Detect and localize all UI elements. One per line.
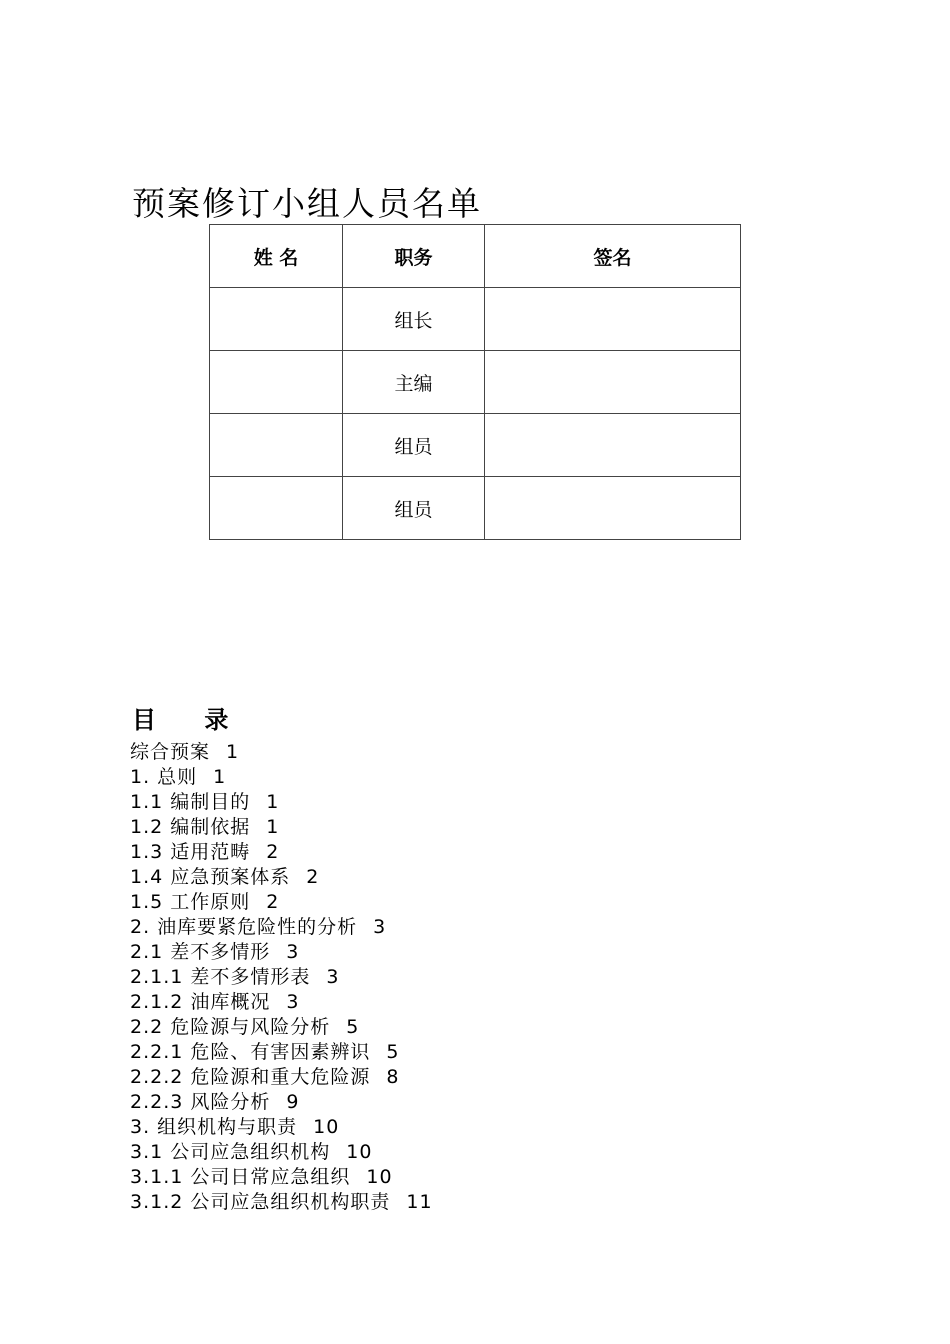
cell-role: 主编 xyxy=(343,351,485,414)
cell-signature xyxy=(485,351,741,414)
toc-entry-title: 1.1 编制目的 xyxy=(130,791,251,813)
toc-entry-title: 1. 总则 xyxy=(130,766,198,788)
table-row xyxy=(210,477,741,540)
cell-name xyxy=(210,288,343,351)
toc-entry-title: 1.2 编制依据 xyxy=(130,816,251,838)
toc-entry-title: 2.2.1 危险、有害因素辨识 xyxy=(130,1041,371,1063)
toc-entry-page: 1 xyxy=(226,741,240,763)
header-signature: 签名 xyxy=(485,225,741,288)
table-of-contents xyxy=(130,740,433,1215)
cell-role: 组长 xyxy=(343,288,485,351)
toc-entry-page: 5 xyxy=(346,1016,360,1038)
table-header-row xyxy=(210,225,741,288)
toc-entry-page: 3 xyxy=(286,991,300,1013)
toc-entry[interactable] xyxy=(130,1015,433,1040)
toc-entry[interactable] xyxy=(130,1065,433,1090)
toc-entry-title: 2.2.3 风险分析 xyxy=(130,1091,271,1113)
toc-entry-page: 5 xyxy=(386,1041,400,1063)
cell-role: 组员 xyxy=(343,414,485,477)
cell-name xyxy=(210,351,343,414)
toc-heading: 目 录 xyxy=(132,706,249,734)
toc-entry-page: 8 xyxy=(386,1066,400,1088)
toc-entry-title: 1.5 工作原则 xyxy=(130,891,251,913)
toc-entry[interactable] xyxy=(130,1090,433,1115)
table-row xyxy=(210,351,741,414)
toc-entry[interactable] xyxy=(130,1165,433,1190)
toc-entry[interactable] xyxy=(130,1190,433,1215)
toc-entry-title: 1.4 应急预案体系 xyxy=(130,866,291,888)
toc-entry-title: 3.1 公司应急组织机构 xyxy=(130,1141,331,1163)
toc-entry-page: 3 xyxy=(373,916,387,938)
toc-entry-page: 10 xyxy=(313,1116,340,1138)
cell-role: 组员 xyxy=(343,477,485,540)
toc-entry[interactable] xyxy=(130,815,433,840)
toc-entry[interactable] xyxy=(130,765,433,790)
toc-entry[interactable] xyxy=(130,740,433,765)
toc-entry[interactable] xyxy=(130,1140,433,1165)
table-row xyxy=(210,288,741,351)
toc-entry-title: 3. 组织机构与职责 xyxy=(130,1116,298,1138)
page-title: 预案修订小组人员名单 xyxy=(132,184,482,223)
toc-entry-title: 2. 油库要紧危险性的分析 xyxy=(130,916,358,938)
toc-entry-page: 11 xyxy=(406,1191,433,1213)
toc-entry-page: 2 xyxy=(266,841,280,863)
toc-entry-page: 3 xyxy=(326,966,340,988)
toc-entry-title: 2.2 危险源与风险分析 xyxy=(130,1016,331,1038)
table-row xyxy=(210,414,741,477)
toc-entry[interactable] xyxy=(130,865,433,890)
cell-signature xyxy=(485,288,741,351)
cell-signature xyxy=(485,477,741,540)
toc-entry[interactable] xyxy=(130,990,433,1015)
header-name: 姓 名 xyxy=(210,225,343,288)
cell-name xyxy=(210,477,343,540)
toc-entry-page: 1 xyxy=(266,791,280,813)
toc-entry[interactable] xyxy=(130,965,433,990)
toc-entry[interactable] xyxy=(130,790,433,815)
toc-entry-title: 2.1.2 油库概况 xyxy=(130,991,271,1013)
team-members-table xyxy=(209,224,741,540)
toc-entry-page: 2 xyxy=(306,866,320,888)
toc-entry-title: 3.1.1 公司日常应急组织 xyxy=(130,1166,351,1188)
toc-entry[interactable] xyxy=(130,840,433,865)
toc-entry-title: 3.1.2 公司应急组织机构职责 xyxy=(130,1191,391,1213)
cell-name xyxy=(210,414,343,477)
toc-entry[interactable] xyxy=(130,1040,433,1065)
toc-entry-page: 1 xyxy=(213,766,227,788)
toc-entry[interactable] xyxy=(130,915,433,940)
toc-entry-title: 2.2.2 危险源和重大危险源 xyxy=(130,1066,371,1088)
toc-entry[interactable] xyxy=(130,1115,433,1140)
toc-entry[interactable] xyxy=(130,940,433,965)
cell-signature xyxy=(485,414,741,477)
toc-entry-page: 10 xyxy=(366,1166,393,1188)
toc-entry-title: 2.1 差不多情形 xyxy=(130,941,271,963)
toc-entry[interactable] xyxy=(130,890,433,915)
toc-entry-page: 1 xyxy=(266,816,280,838)
toc-entry-page: 2 xyxy=(266,891,280,913)
toc-entry-title: 2.1.1 差不多情形表 xyxy=(130,966,311,988)
header-role: 职务 xyxy=(343,225,485,288)
toc-entry-page: 3 xyxy=(286,941,300,963)
toc-entry-page: 10 xyxy=(346,1141,373,1163)
toc-entry-title: 综合预案 xyxy=(130,741,211,763)
toc-entry-title: 1.3 适用范畴 xyxy=(130,841,251,863)
toc-entry-page: 9 xyxy=(286,1091,300,1113)
